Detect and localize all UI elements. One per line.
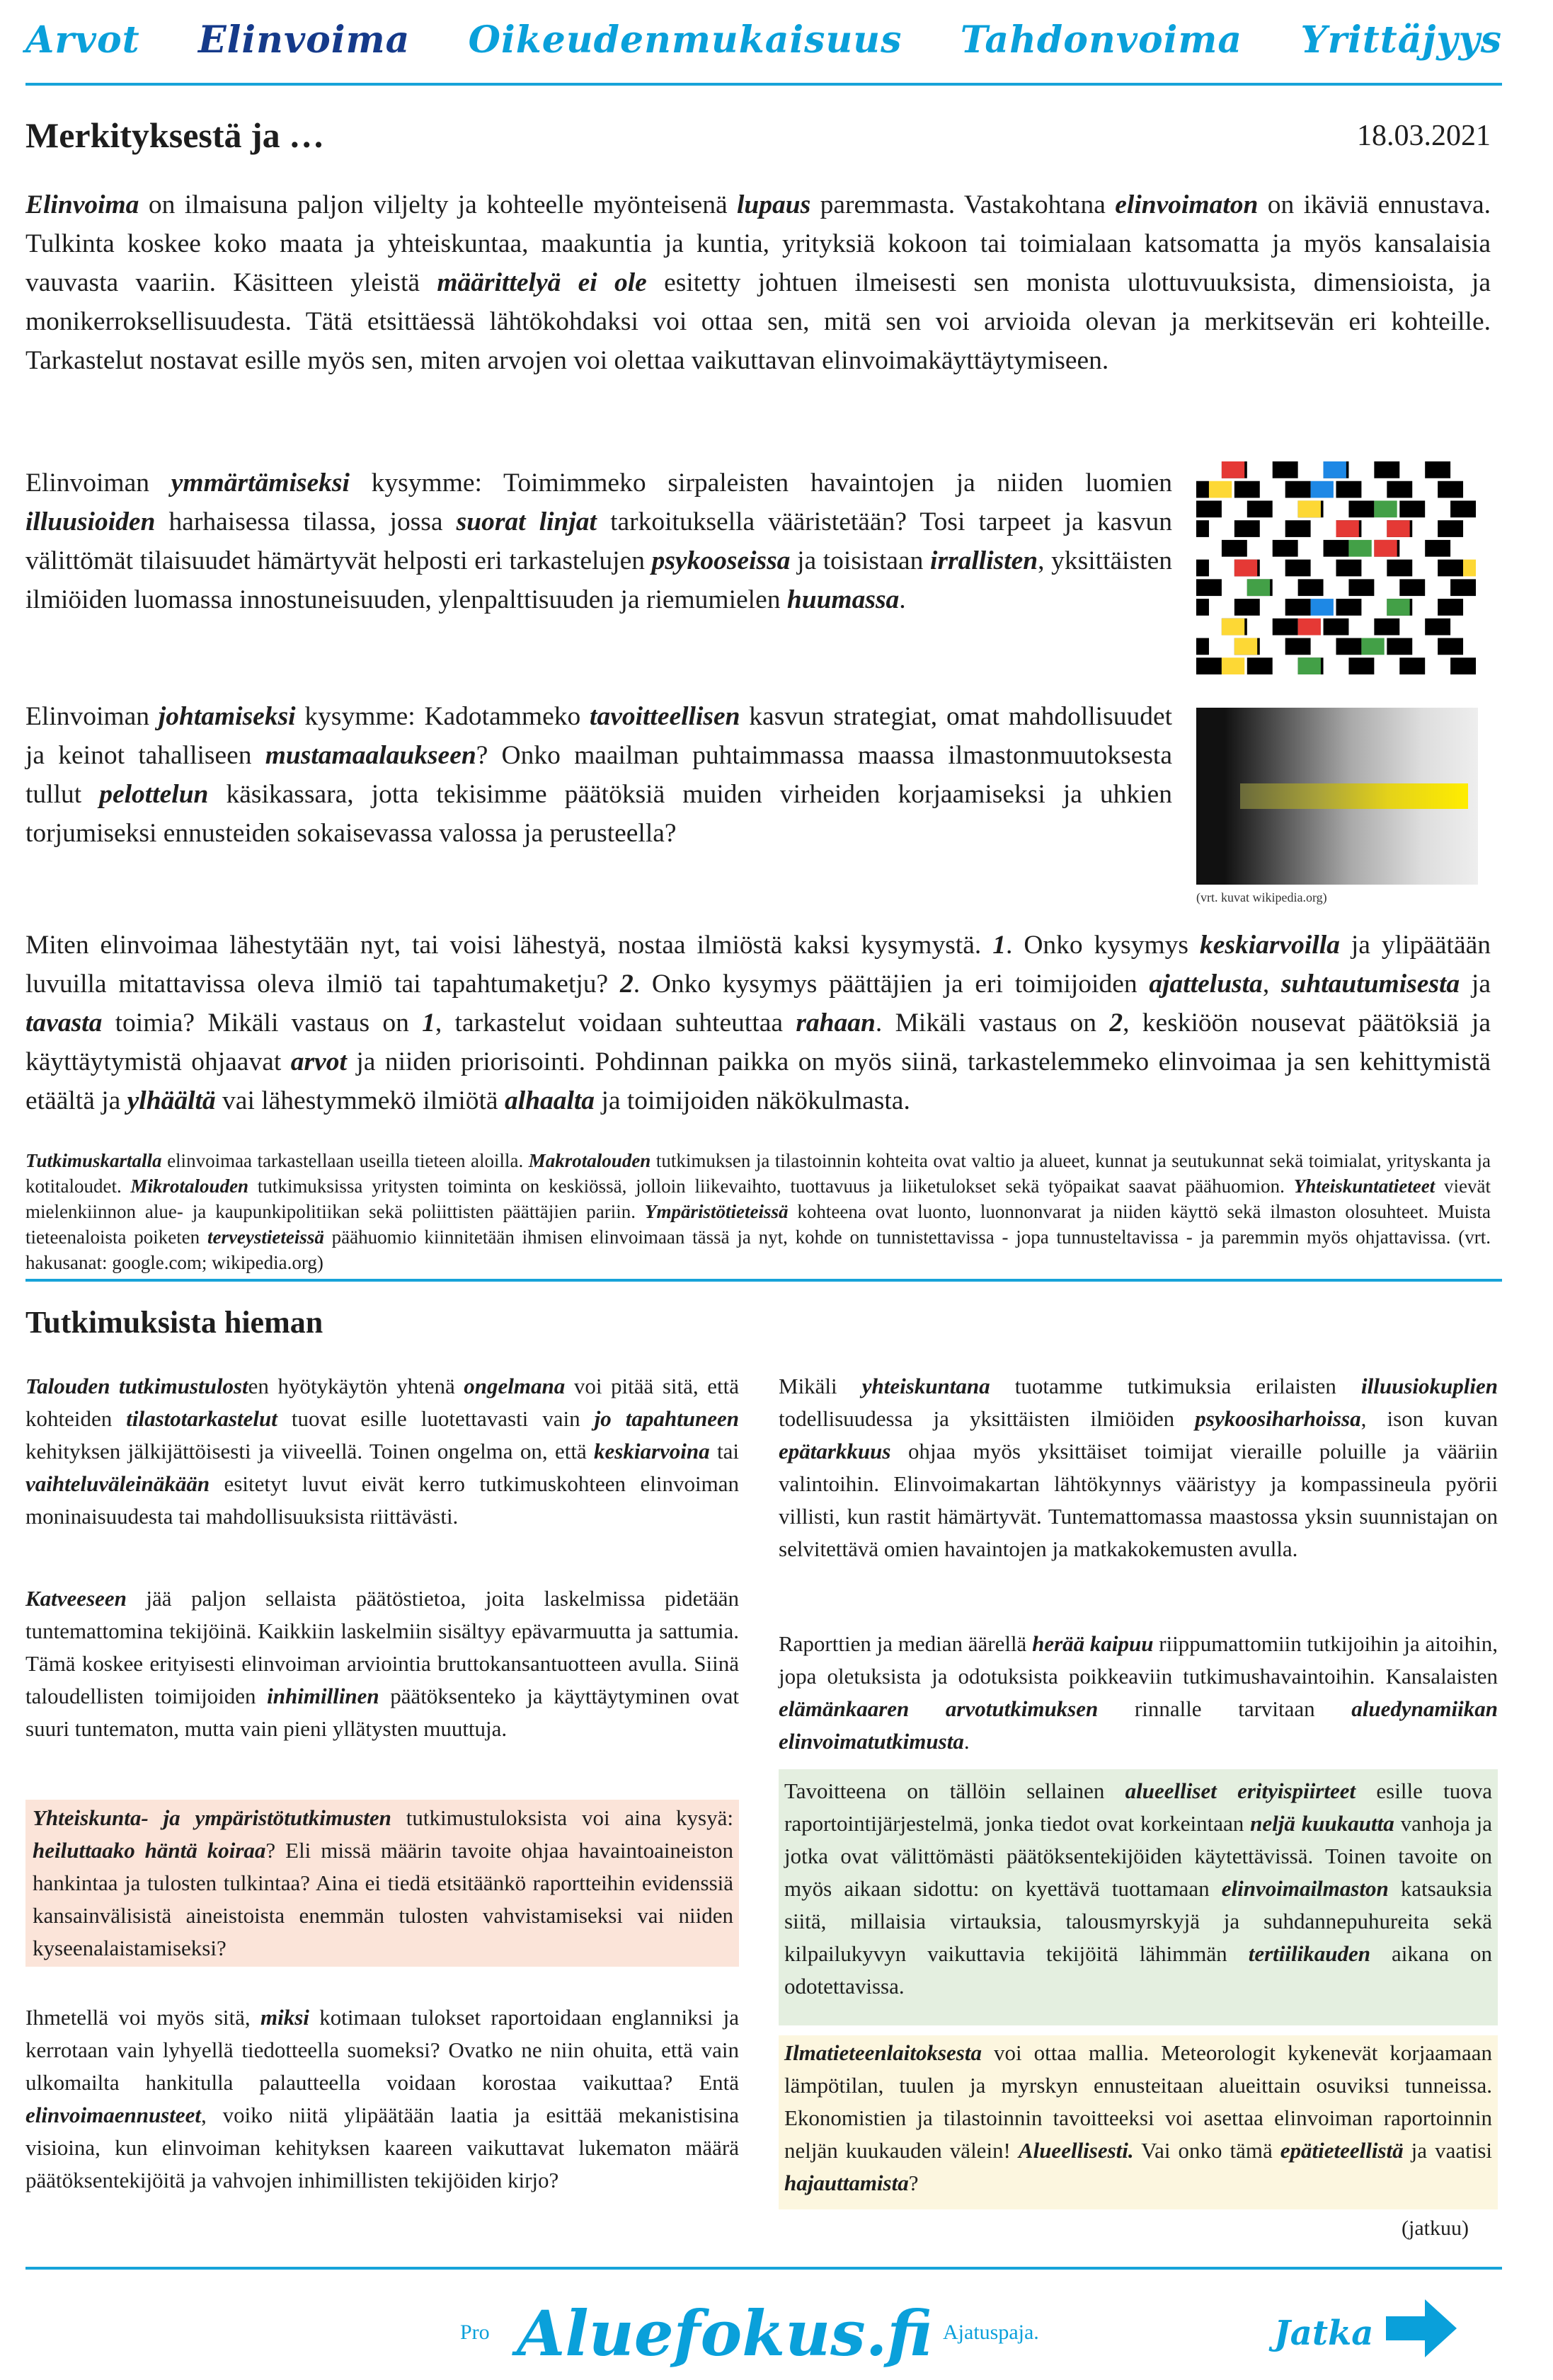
research-map-note: Tutkimuskartalla elinvoimaa tarkastellaan useilla tieteen aloilla. Makrotalouden tutkimuksen ja tilastoinnin kohteita ovat valtio ja alueet, kunnat ja seutukunnat sekä toimialat, yrityskanta ja kotitaloudet. Mikrotalouden tutkimuksissa yritysten toiminta on keskiössä, jolloin liikevaihto, tuottavuus ja liiketulokset sekä työpaikat saavat päähuomion. Yhteiskuntatieteet vievät mielenkiinnon alue- ja kaupunkipolitiikan sekä poliittisten päättäjien pariin. Ympäristötieteissä kohteena ovat luonto, luonnonvarat ja niiden käyttö sekä ilmaston olosuhteet. Muista tieteenaloista poiketen terveystieteissä päähuomio kiinnitetään ihmisen elinvoimaan tässä ja nyt, kohde on tunnistettavissa - jopa tunnusteltavissa - ja paremmin myös ohjattavissa. (vrt. hakusanat: google.com; wikipedia.org): [25, 1150, 1491, 1273]
leadership-paragraph: Elinvoiman johtamiseksi kysymme: Kadotammeko tavoitteellisen kasvun strategiat, omat mahdollisuudet ja keinot tahalliseen mustamaalaukseen? Onko maailman puhtaimmassa maassa ilmastonmuutoksesta tullut pelottelun käsikassara, jotta tekisimme päätöksiä muiden virheiden korjaamiseksi ja uhkien torjumiseksi ennusteiden sokaisevassa valossa ja perusteella?: [25, 702, 1173, 848]
nav-item-arvot[interactable]: Arvot: [25, 18, 140, 62]
right-col-paragraph-4: Ilmatieteenlaitoksesta voi ottaa mallia. Meteorologit kykenevät korjaamaan lämpötilan, tuulen ja myrskyn ennusteitaan alueittain osuviksi tunneissa. Ekonomistien ja tilastoinnin tavoitteeksi voi asettaa elinvoiman raportoinnin neljän kuukauden välein! Alueellisesti. Vai onko tämä epätieteellistä ja vaatisi hajauttamista?: [784, 2040, 1492, 2195]
nav-item-tahdonvoima[interactable]: Tahdonvoima: [960, 18, 1243, 62]
right-col-paragraph-2: Raporttien ja median äärellä herää kaipuu riippumattomiin tutkijoihin ja aitoihin, jopa oletuksista ja odotuksista poikkeaviin tutkimushavaintoihin. Kansalaisten elämänkaaren arvotutkimuksen rinnalle tarvitaan aluedynamiikan elinvoimatutkimusta.: [779, 1631, 1498, 1754]
nav-item-elinvoima[interactable]: Elinvoima: [198, 18, 411, 62]
left-col-paragraph-1: Talouden tutkimustulosten hyötykäytön yhtenä ongelmana voi pitää sitä, että kohteiden tilastotarkastelut tuovat esille luotettavasti vain jo tapahtuneen kehityksen jälkijättöisesti ja viiveellä. Toinen ongelma on, että keskiarvoina tai vaihteluväleinäkään esitetyt luvut eivät kerro tutkimuskohteen elinvoiman moninaisuudesta tai mahdollisuuksista riittävästi.: [25, 1374, 739, 1529]
cafe-wall-illusion-image: [1196, 460, 1476, 676]
understanding-paragraph: Elinvoiman ymmärtämiseksi kysymme: Toimimmeko sirpaleisten havaintojen ja niiden luomien illuusioiden harhaisessa tilassa, jossa suorat linjat tarkoituksella vääristetään? Tosi tarpeet ja kasvun välittömät tilaisuudet hämärtyvät helposti eri tarkastelujen psykooseissa ja toisistaan irrallisten, yksittäisten ilmiöiden luomassa innostuneisuuden, ylenpalttisuuden ja riemumielen huumassa.: [25, 468, 1173, 614]
top-divider: [25, 83, 1502, 86]
footer-tagline: Ajatuspaja.: [943, 2321, 1039, 2344]
section-heading: Tutkimuksista hieman: [25, 1305, 323, 1340]
right-col-paragraph-3: Tavoitteena on tällöin sellainen alueelliset erityispiirteet esille tuova raportointijärjestelmä, jonka tiedot ovat korkeintaan neljä kuukautta vanhoja ja jotka ovat välittömästi päätöksentekijöiden käytettävissä. Toinen tavoite on myös aikaan sidottu: on kyettävä tuottamaan elinvoimailmaston katsauksia siitä, millaisia virtauksia, talousmyrskyjä ja suhdannepuhureita sekä kilpailukyvyn vaikuttavia tekijöitä lähimmän tertiilikauden aikana on odotettavissa.: [784, 1778, 1492, 1999]
publish-date: 18.03.2021: [1357, 120, 1491, 152]
footer: [0, 2296, 1553, 2374]
section-divider: [25, 1279, 1502, 1282]
top-nav: [25, 14, 1502, 65]
footer-pro-label: Pro: [460, 2321, 490, 2344]
nav-item-oikeudenmukaisuus[interactable]: Oikeudenmukaisuus: [468, 18, 902, 62]
questions-paragraph: Miten elinvoimaa lähestytään nyt, tai voisi lähestyä, nostaa ilmiöstä kaksi kysymystä. 1. Onko kysymys keskiarvoilla ja ylipäätään luvuilla mitattavissa oleva ilmiö tai tapahtumaketju? 2. Onko kysymys päättäjien ja eri toimijoiden ajattelusta, suhtautumisesta ja tavasta toimia? Mikäli vastaus on 1, tarkastelut voidaan suhteuttaa rahaan. Mikäli vastaus on 2, keskiöön nousevat päätöksiä ja käyttäytymistä ohjaavat arvot ja niiden priorisointi. Pohdinnan paikka on myös siinä, tarkastelemmeko elinvoimaa ja sen kehittymistä etäältä ja ylhäältä vai lähestymmekö ilmiötä alhaalta ja toimijoiden näkökulmasta.: [25, 931, 1491, 1115]
left-col-paragraph-2: Katveeseen jää paljon sellaista päätöstietoa, joita laskelmissa pidetään tuntemattomina tekijöinä. Kaikkiin laskelmiin sisältyy epävarmuutta ja sattumia. Tämä koskee erityisesti elinvoiman arviointia bruttokansantuotteen avulla. Siinä taloudellisten toimijoiden inhimillinen päätöksenteko ja käyttäytyminen ovat suuri tuntematon, mutta vain pieni yllätysten muuttuja.: [25, 1586, 739, 1741]
arrow-right-icon[interactable]: [1386, 2296, 1457, 2360]
continues-note: (jatkuu): [1402, 2217, 1469, 2240]
gradient-bar: [1240, 783, 1468, 809]
nav-item-yrittajyys[interactable]: Yrittäjyys: [1300, 18, 1502, 62]
page-title: Merkityksestä ja …: [25, 115, 325, 155]
brand-logo[interactable]: Aluefokus.fi: [517, 2296, 933, 2370]
bottom-divider: [25, 2267, 1502, 2270]
left-col-paragraph-3: Yhteiskunta- ja ympäristötutkimusten tutkimustuloksista voi aina kysyä: heiluttaako häntä koiraa? Eli missä määrin tavoite ohjaa havaintoaineiston hankintaa ja tulosten tulkintaa? Aina ei tiedä etsitäänkö raportteihin evidenssiä kansainvälisistä aineistoista enemmän tulosten vahvistamiseksi vai niiden kyseenalaistamiseksi?: [33, 1805, 733, 1960]
continue-link[interactable]: Jatka: [1274, 2313, 1374, 2353]
intro-paragraph: Elinvoima on ilmaisuna paljon viljelty ja kohteelle myönteisenä lupaus paremmasta. Vastakohtana elinvoimaton on ikäviä ennustava. Tulkinta koskee koko maata ja yhteiskuntaa, maakuntia ja kuntia, yrityksiä kokoon tai toimialaan katsomatta ja myös kansalaisia vauvasta vaariin. Käsitteen yleistä määrittelyä ei ole esitetty johtuen ilmeisesti sen monista ulottuvuuksista, dimensioista, ja monikerroksellisuudesta. Tätä etsittäessä lähtökohdaksi voi ottaa sen, mitä sen voi arvioida olevan ja merkitsevän eri kohteille. Tarkastelut nostavat esille myös sen, miten arvojen voi olettaa vaikuttavan elinvoimakäyttäytymiseen.: [25, 190, 1491, 375]
gradient-bar-illusion-image: [1196, 708, 1478, 885]
left-col-paragraph-4: Ihmetellä voi myös sitä, miksi kotimaan tulokset raportoidaan englanniksi ja kerrotaan vain lyhyellä tiedotteella suomeksi? Ovatko ne niin ohuita, että vain ulkomailta hankitulla palautteella voidaan korostaa vaikuttaa? Entä elinvoimaennusteet, voiko niitä ylipäätään laatia ja esittää mekanistisina visioina, kun elinvoiman kehityksen kaareen vaikuttavat lukematon määrä päätöksentekijöitä ja vahvojen inhimillisten tekijöiden kirjo?: [25, 2005, 739, 2192]
image-caption: (vrt. kuvat wikipedia.org): [1196, 890, 1327, 904]
right-col-paragraph-1: Mikäli yhteiskuntana tuotamme tutkimuksia erilaisten illuusiokuplien todellisuudessa ja yksittäisten ilmiöiden psykoosiharhoissa, ison kuvan epätarkkuus ohjaa myös yksittäiset toimijat vieraille poluille ja vääriin valintoihin. Elinvoimakartan lähtökynnys vääristyy ja kompassineula pyörii villisti, kun rastit hämärtyvät. Tuntemattomassa maastossa yksin suunnistajan on selvitettävä omien havaintojen ja matkakokemusten avulla.: [779, 1374, 1498, 1561]
